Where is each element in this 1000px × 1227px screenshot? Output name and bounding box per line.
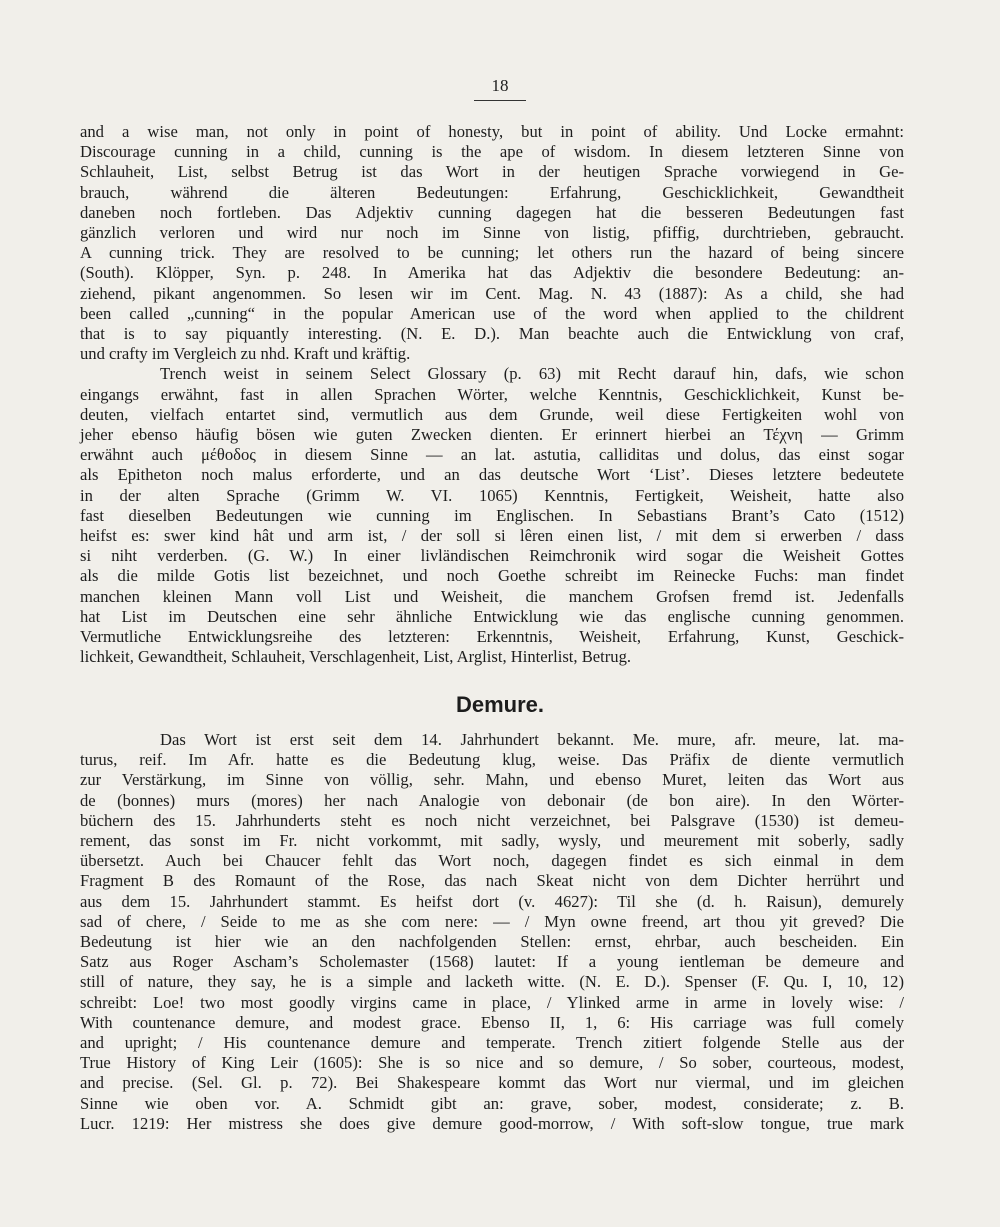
text-line: still of nature, they say, he is a simple and lacketh witte. (N. E. D.). Spenser (F. Qu. I, 10, 12) [80, 972, 904, 992]
text-line: schreibt: Loe! two most goodly virgins came in place, / Ylinked arme in arme in lovely wise: / [80, 992, 904, 1012]
text-line: und crafty im Vergleich zu nhd. Kraft und kräftig. [80, 344, 411, 364]
text-line: Vermutliche Entwicklungsreihe des letzteren: Erkenntnis, Weisheit, Erfahrung, Kunst, Geschick- [80, 627, 904, 647]
text-line: daneben noch fortleben. Das Adjektiv cunning dagegen hat die besseren Bedeutungen fast [80, 202, 904, 222]
text-line: de (bonnes) murs (mores) her nach Analogie von debonair (de bon aire). In den Wörter- [80, 790, 904, 810]
text-line: True History of King Leir (1605): She is so nice and so demure, / So sober, courteous, modest, [80, 1053, 904, 1073]
text-line: A cunning trick. They are resolved to be cunning; let others run the hazard of being sincere [80, 243, 904, 263]
text-line: brauch, während die älteren Bedeutungen: Erfahrung, Geschicklichkeit, Gewandtheit [80, 182, 904, 202]
text-line: heifst es: swer kind hât und arm ist, / der soll si lêren einen list, / mit dem si erwerben / dass [80, 526, 904, 546]
text-line: sad of chere, / Seide to me as she com nere: — / Myn owne freend, art thou yit greved? Die [80, 911, 904, 931]
text-line: eingangs erwähnt, fast in allen Sprachen Wörter, welche Kenntnis, Geschicklichkeit, Kunst be- [80, 384, 904, 404]
text-line: (South). Klöpper, Syn. p. 248. In Amerika hat das Adjektiv die besondere Bedeutung: an- [80, 263, 904, 283]
text-line: and precise. (Sel. Gl. p. 72). Bei Shakespeare kommt das Wort nur viermal, und im gleichen [80, 1073, 904, 1093]
text-line: jeher ebenso häufig bösen wie guten Zwecken dienten. Er erinnert hierbei an Τέχνη — Grimm [80, 425, 904, 445]
text-line: si niht verderben. (G. W.) In einer livländischen Reimchronik wird sogar die Weisheit Gottes [80, 546, 904, 566]
section-heading: Demure. [455, 692, 545, 717]
text-line: in der alten Sprache (Grimm W. VI. 1065) Kenntnis, Fertigkeit, Weisheit, hatte also [80, 485, 904, 505]
text-line: hat List im Deutschen eine sehr ähnliche Entwicklung wie das englische cunning genommen. [80, 606, 904, 626]
text-line: manchen kleinen Mann voll List und Weisheit, die manchem Grofsen fremd ist. Jedenfalls [80, 586, 904, 606]
text-line: erwähnt auch μέθοδος in diesem Sinne — an lat. astutia, calliditas und dolus, das einst sogar [80, 445, 904, 465]
text-line: gänzlich verloren und wird nur noch im Sinne von listig, pfiffig, durchtrieben, gebraucht. [80, 223, 904, 243]
text-line: fast dieselben Bedeutungen wie cunning im Englischen. In Sebastians Brant’s Cato (1512) [80, 505, 904, 525]
text-line: rement, das sonst im Fr. nicht vorkommt, mit sadly, wysly, und meurement mit soberly, sadly [80, 831, 904, 851]
text-line: that is to say piquantly interesting. (N. E. D.). Man beachte auch die Entwicklung von craf, [80, 324, 904, 344]
body-text-cunning [80, 122, 904, 667]
text-line: Trench weist in seinem Select Glossary (p. 63) mit Recht darauf hin, dafs, wie schon [160, 364, 904, 384]
text-line: and upright; / His countenance demure and temperate. Trench zitiert folgende Stelle aus der [80, 1033, 904, 1053]
text-line: Das Wort ist erst seit dem 14. Jahrhundert bekannt. Me. mure, afr. meure, lat. ma- [160, 730, 904, 749]
text-line: lichkeit, Gewandtheit, Schlauheit, Verschlagenheit, List, Arglist, Hinterlist, Betrug. [80, 647, 632, 667]
body-text-demure [80, 730, 904, 1134]
page-number: 18 [491, 76, 509, 95]
text-line: als Epitheton noch malus erforderte, und an das deutsche Wort ‘List’. Dieses letztere bedeutete [80, 465, 904, 485]
text-line: Sinne wie oben vor. A. Schmidt gibt an: grave, sober, modest, considerate; z. B. [80, 1093, 904, 1113]
text-line: Lucr. 1219: Her mistress she does give demure good-morrow, / With soft-slow tongue, true mark [80, 1113, 904, 1133]
text-line: übersetzt. Auch bei Chaucer fehlt das Wort noch, dagegen findet es sich einmal in dem [80, 851, 904, 871]
text-line: büchern des 15. Jahrhunderts steht es noch nicht verzeichnet, bei Palsgrave (1530) ist demeu- [80, 810, 904, 830]
text-line: been called „cunning“ in the popular American use of the word when applied to the childrent [80, 303, 904, 323]
text-line: Bedeutung ist hier wie an den nachfolgenden Stellen: ernst, ehrbar, auch bescheiden. Ein [80, 932, 904, 952]
text-line: als die milde Gotis list bezeichnet, und noch Goethe schreibt im Reinecke Fuchs: man findet [80, 566, 904, 586]
text-line: turus, reif. Im Afr. hatte es die Bedeutung klug, weise. Das Präfix de diente vermutlich [80, 750, 904, 770]
text-line: zur Verstärkung, im Sinne von völlig, sehr. Mahn, und ebenso Muret, leiten das Wort aus [80, 770, 904, 790]
text-line: and a wise man, not only in point of honesty, but in point of ability. Und Locke ermahnt: [80, 122, 904, 141]
text-line: Fragment B des Romaunt of the Rose, das nach Skeat nicht von dem Dichter herrührt und [80, 871, 904, 891]
text-line: Satz aus Roger Ascham’s Scholemaster (1568) lautet: If a young ientleman be demeure and [80, 952, 904, 972]
text-line: ziehend, pikant angenommen. So lesen wir im Cent. Mag. N. 43 (1887): As a child, she had [80, 283, 904, 303]
header-rule [474, 100, 526, 101]
text-line: Schlauheit, List, selbst Betrug ist das Wort in der heutigen Sprache vorwiegend in Ge- [80, 162, 904, 182]
text-line: Discourage cunning in a child, cunning is the ape of wisdom. In diesem letzteren Sinne von [80, 142, 904, 162]
text-line: aus dem 15. Jahrhundert stammt. Es heifst dort (v. 4627): Til she (d. h. Raisun), demurely [80, 891, 904, 911]
text-line: deuten, vielfach entartet sind, vermutlich aus dem Grunde, weil diese Fertigkeiten wohl von [80, 404, 904, 424]
text-line: With countenance demure, and modest grace. Ebenso II, 1, 6: His carriage was full comely [80, 1012, 904, 1032]
